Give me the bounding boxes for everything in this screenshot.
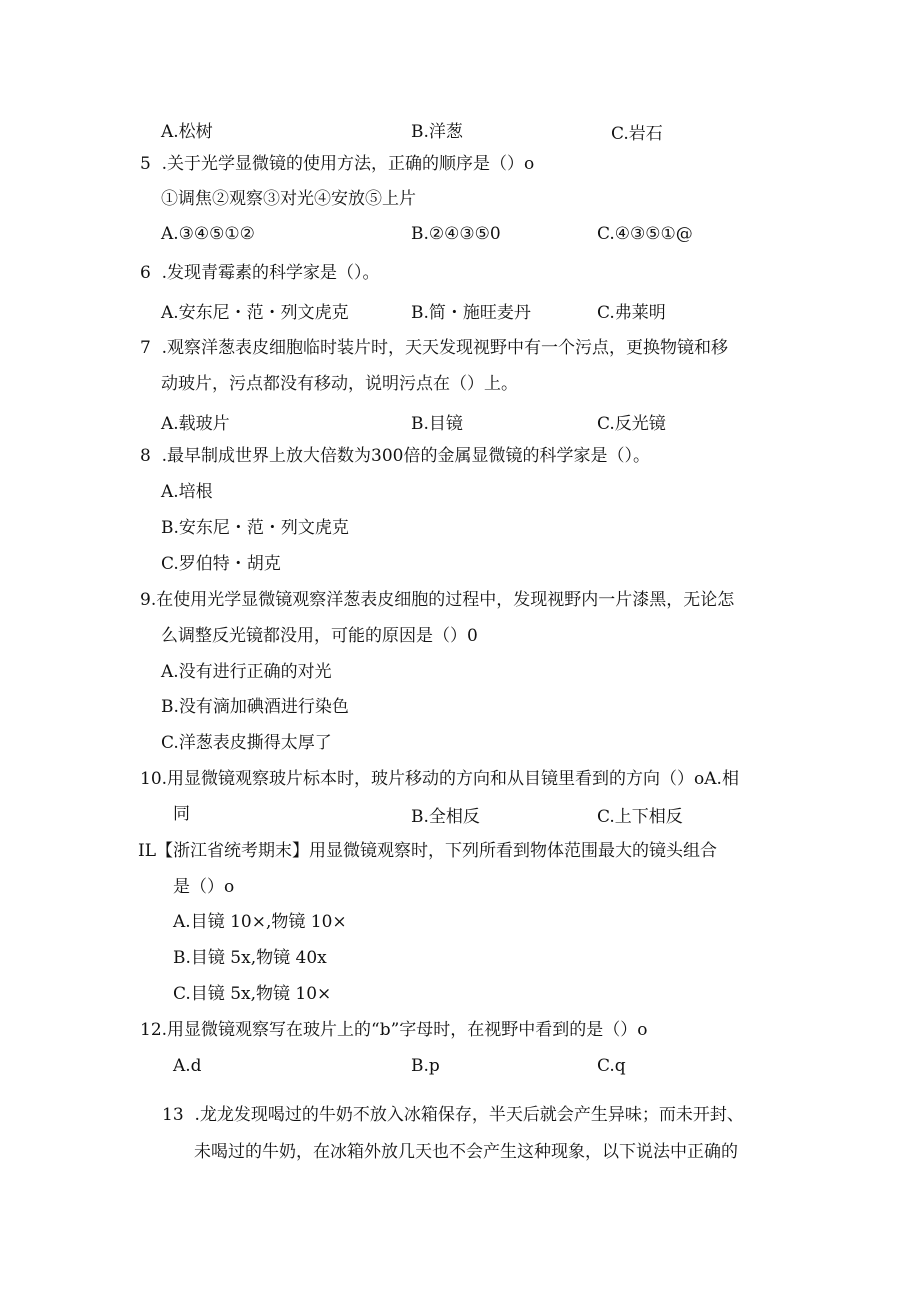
q11-option-b: B.目镜 5x,物镜 40x — [173, 948, 327, 968]
q8-stem: 8 .最早制成世界上放大倍数为300倍的金属显微镜的科学家是（）。 — [140, 446, 650, 466]
q6-option-a: A.安东尼・范・列文虎克 — [161, 303, 349, 323]
q11-stem-line2: 是（）o — [173, 877, 235, 897]
q4-option-b: B.洋葱 — [411, 122, 463, 142]
q11-option-a: A.目镜 10×,物镜 10× — [173, 912, 347, 932]
q7-stem-line1: 7 .观察洋葱表皮细胞临时装片时，天天发现视野中有一个污点，更换物镜和移 — [140, 338, 729, 358]
q11-option-c: C.目镜 5x,物镜 10× — [173, 984, 332, 1004]
q8-option-b: B.安东尼・范・列文虎克 — [161, 518, 349, 538]
q5-option-b: B.②④③⑤0 — [411, 224, 501, 244]
q12-stem: 12.用显微镜观察写在玻片上的“b”字母时，在视野中看到的是（）o — [140, 1020, 648, 1040]
q5-option-c: C.④③⑤①@ — [597, 224, 693, 244]
q8-option-c: C.罗伯特・胡克 — [161, 554, 281, 574]
q12-option-b: B.p — [411, 1056, 440, 1076]
q5-option-a: A.③④⑤①② — [161, 224, 255, 244]
q10-option-b: B.全相反 — [411, 807, 480, 827]
q6-option-c: C.弗莱明 — [597, 303, 666, 323]
q10-stem-line1: 10.用显微镜观察玻片标本时，玻片移动的方向和从目镜里看到的方向（）oA.相 — [140, 769, 739, 789]
q4-option-c: C.岩石 — [611, 124, 663, 144]
q9-stem-line2: 么调整反光镜都没用，可能的原因是（）0 — [161, 626, 478, 646]
q7-option-c: C.反光镜 — [597, 414, 666, 434]
q5-steps: ①调焦②观察③对光④安放⑤上片 — [161, 189, 416, 209]
q6-stem: 6 .发现青霉素的科学家是（）。 — [140, 263, 380, 283]
q7-option-b: B.目镜 — [411, 414, 463, 434]
q9-option-a: A.没有进行正确的对光 — [161, 662, 332, 682]
q7-option-a: A.载玻片 — [161, 414, 230, 434]
q6-option-b: B.简・施旺麦丹 — [411, 303, 531, 323]
q7-stem-line2: 动玻片，污点都没有移动，说明污点在（）上。 — [161, 374, 518, 394]
q9-option-c: C.洋葱表皮撕得太厚了 — [161, 733, 332, 753]
q9-option-b: B.没有滴加碘酒进行染色 — [161, 697, 349, 717]
q5-stem: 5 .关于光学显微镜的使用方法，正确的顺序是（）o — [140, 154, 535, 174]
q11-stem-line1: IL【浙江省统考期末】用显微镜观察时，下列所看到物体范围最大的镜头组合 — [138, 841, 718, 861]
q12-option-a: A.d — [173, 1056, 202, 1076]
q9-stem-line1: 9.在使用光学显微镜观察洋葱表皮细胞的过程中，发现视野内一片漆黑，无论怎 — [140, 590, 735, 610]
q13-stem-line2: 未喝过的牛奶，在冰箱外放几天也不会产生这种现象，以下说法中正确的 — [194, 1142, 738, 1162]
q13-stem-line1: 13 .龙龙发现喝过的牛奶不放入冰箱保存，半天后就会产生异味；而未开封、 — [162, 1105, 744, 1125]
q8-option-a: A.培根 — [161, 482, 213, 502]
q10-option-c: C.上下相反 — [597, 807, 683, 827]
q4-option-a: A.松树 — [161, 122, 213, 142]
q12-option-c: C.q — [597, 1056, 626, 1076]
q10-stem-line2: 同 — [173, 804, 190, 824]
